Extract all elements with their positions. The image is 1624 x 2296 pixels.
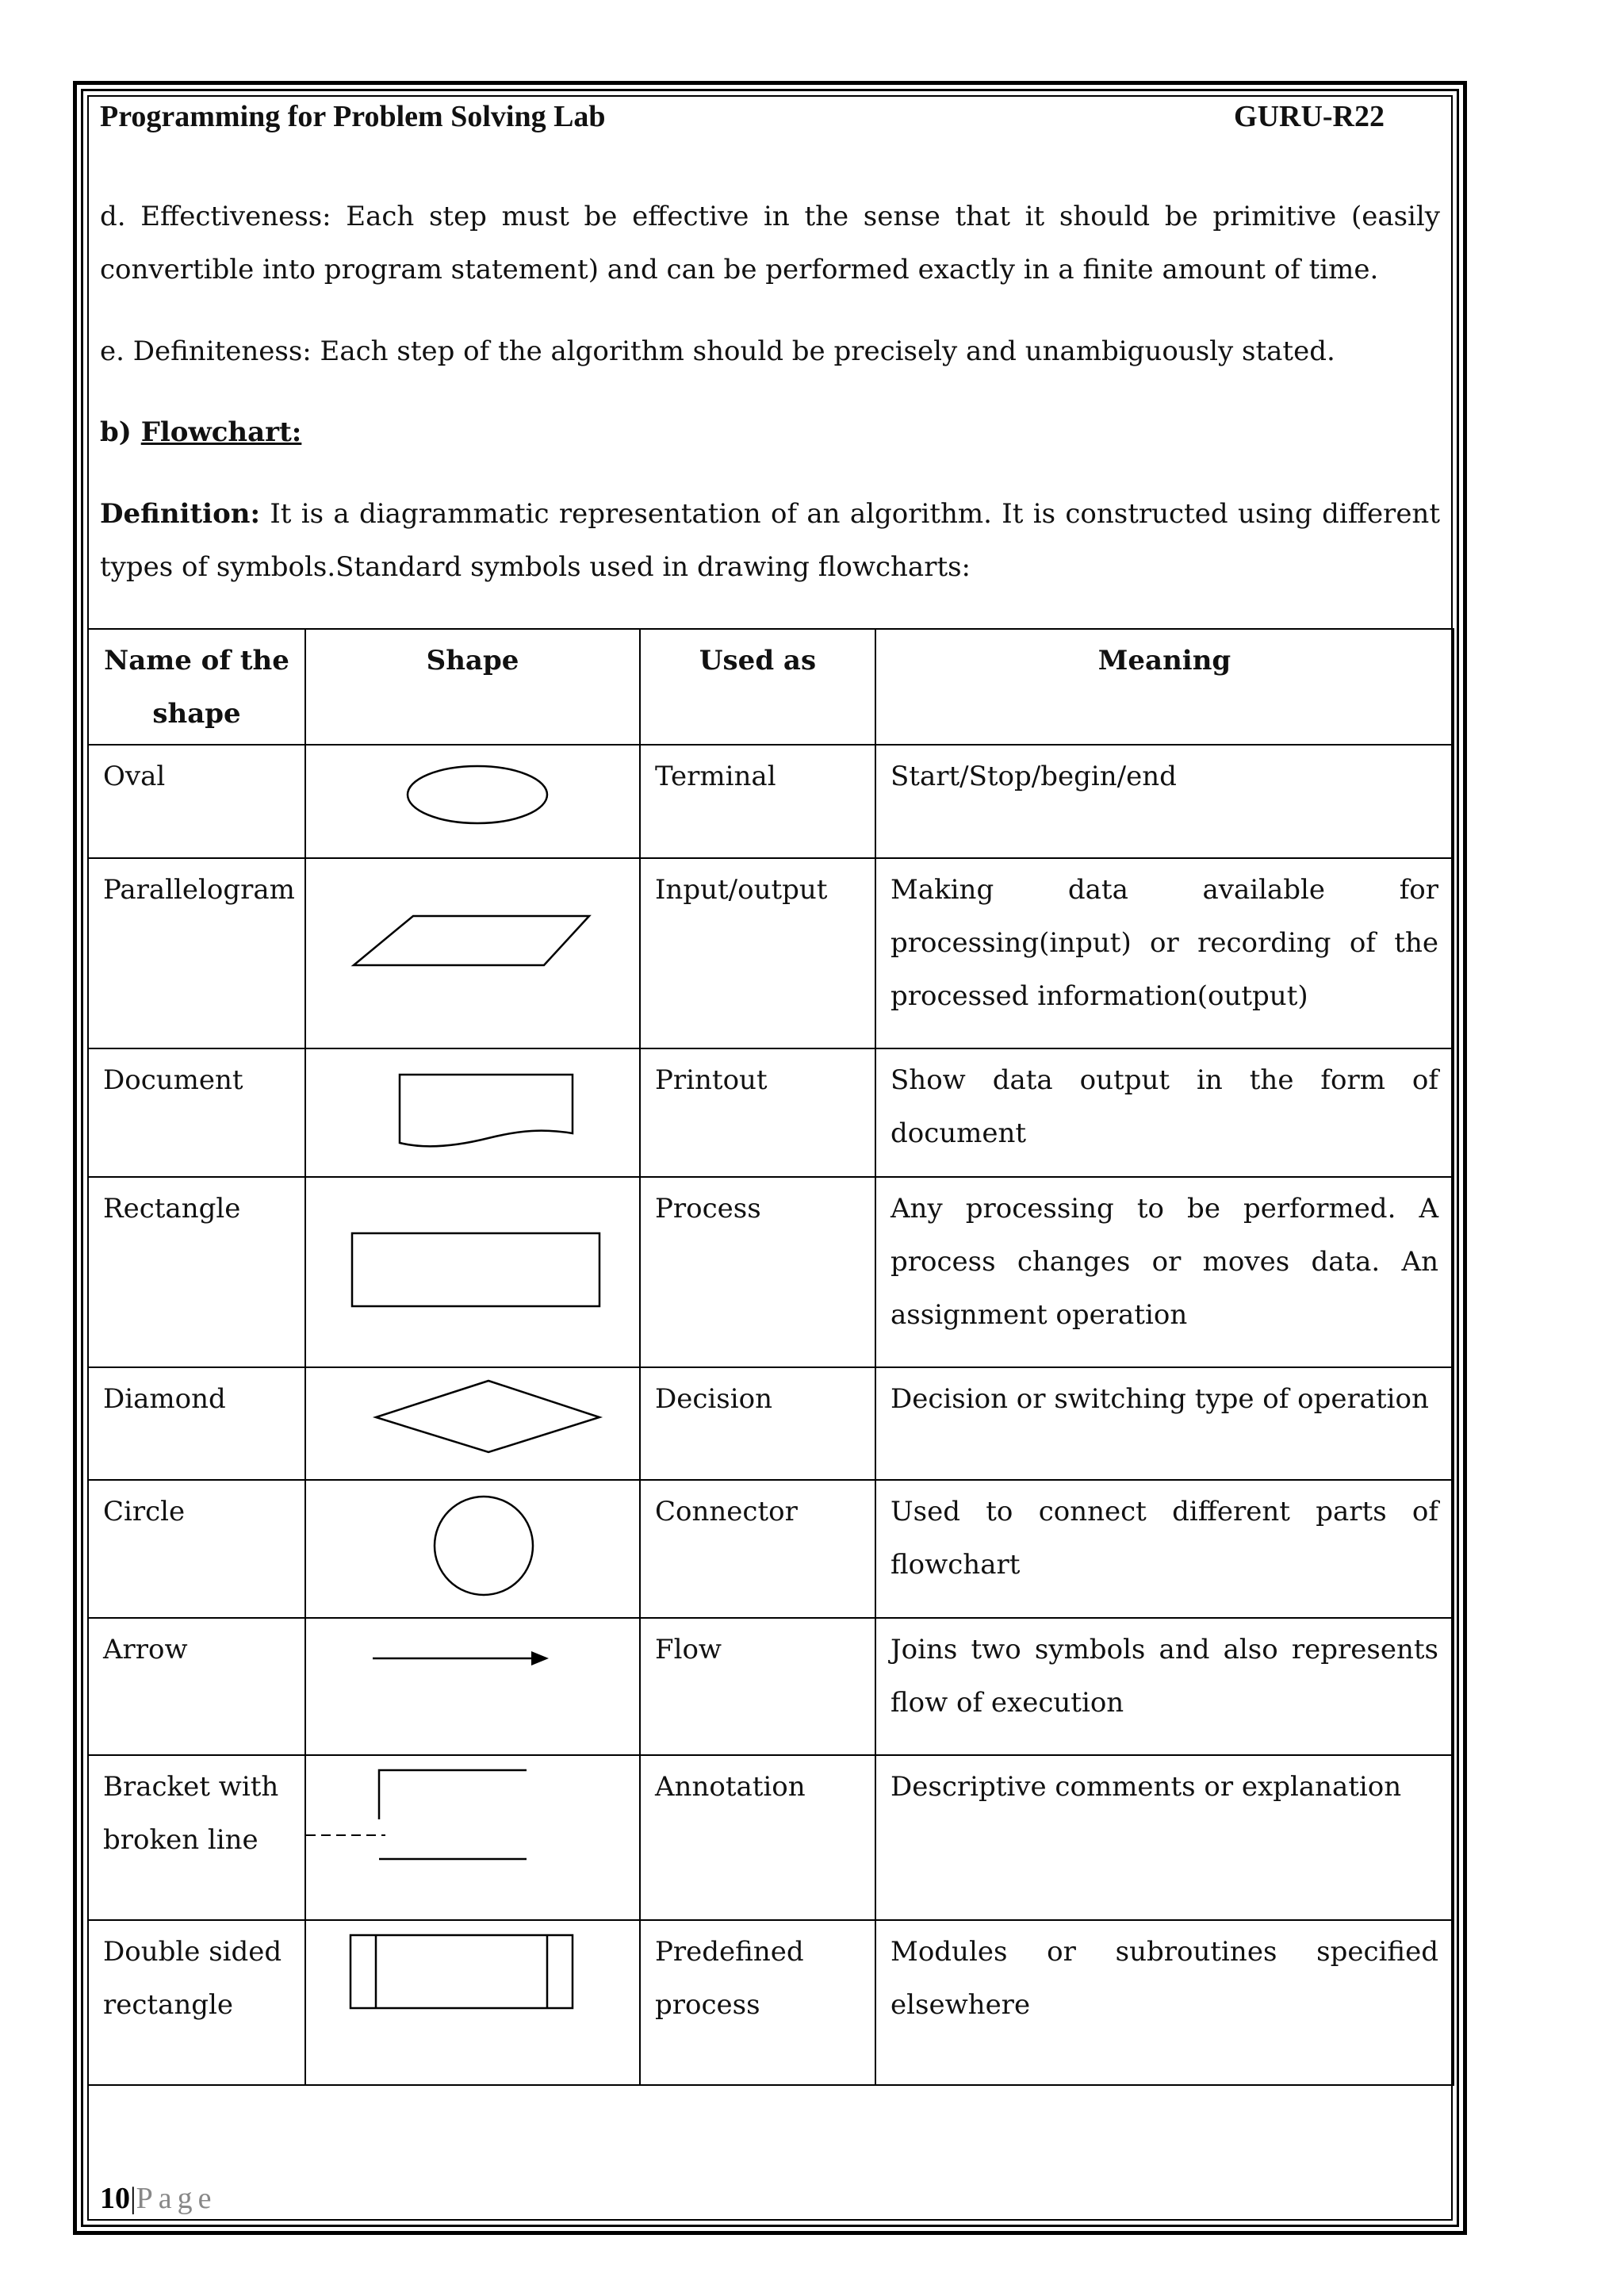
row-shape-cell — [305, 1367, 640, 1480]
definition-label: Definition: — [100, 498, 261, 530]
row-name: Oval — [88, 745, 305, 858]
section-prefix: b) — [100, 416, 132, 448]
row-meaning: Decision or switching type of operation — [875, 1367, 1454, 1480]
row-used-as: Decision — [640, 1367, 875, 1480]
row-shape-cell — [305, 1177, 640, 1367]
page-footer — [100, 2181, 216, 2216]
row-shape-cell — [305, 1755, 640, 1920]
row-meaning: Start/Stop/begin/end — [875, 745, 1454, 858]
table-row — [88, 1048, 1454, 1177]
table-row — [88, 1177, 1454, 1367]
table-row — [88, 745, 1454, 858]
row-meaning: Used to connect different parts of flowchart — [875, 1480, 1454, 1618]
row-name: Bracket with broken line — [88, 1755, 305, 1920]
row-shape-cell — [305, 745, 640, 858]
header-meaning: Meaning — [875, 629, 1454, 745]
header-shape: Shape — [305, 629, 640, 745]
definiteness-paragraph: e. Definiteness: Each step of the algorithm should be precisely and unambiguously stated. — [100, 335, 1335, 367]
row-shape-cell — [305, 1048, 640, 1177]
bracket-broken-line-shape — [306, 1756, 641, 1919]
header-used-as: Used as — [640, 629, 875, 745]
parallelogram-shape — [306, 859, 641, 1048]
row-shape-cell — [305, 1618, 640, 1755]
row-meaning: Descriptive comments or explanation — [875, 1755, 1454, 1920]
table-row — [88, 1618, 1454, 1755]
section-title: Flowchart: — [140, 416, 302, 448]
table-header-row — [88, 629, 1454, 745]
header-code: GURU-R22 — [1234, 100, 1385, 133]
row-used-as: Printout — [640, 1048, 875, 1177]
table-row — [88, 1755, 1454, 1920]
header-title: Programming for Problem Solving Lab — [100, 100, 606, 133]
arrow-shape — [306, 1619, 641, 1754]
row-name: Document — [88, 1048, 305, 1177]
circle-shape — [306, 1481, 641, 1617]
row-used-as: Connector — [640, 1480, 875, 1618]
row-used-as: Annotation — [640, 1755, 875, 1920]
double-sided-rectangle-shape — [306, 1921, 641, 2084]
table-row — [88, 858, 1454, 1048]
row-shape-cell — [305, 1480, 640, 1618]
rectangle-shape — [306, 1178, 641, 1366]
row-name: Diamond — [88, 1367, 305, 1480]
diamond-shape — [306, 1368, 641, 1479]
row-meaning: Modules or subroutines specified elsewhere — [875, 1920, 1454, 2085]
page-header — [100, 99, 1385, 136]
row-used-as: Predefined process — [640, 1920, 875, 2085]
document-shape — [306, 1049, 641, 1176]
definition-text: It is a diagrammatic representation of an algorithm. It is constructed using different types of symbols.Standard symbols used in drawing flowcharts: — [100, 498, 1440, 583]
row-name: Double sided rectangle — [88, 1920, 305, 2085]
row-name: Circle — [88, 1480, 305, 1618]
row-meaning: Joins two symbols and also represents flow of execution — [875, 1618, 1454, 1755]
row-used-as: Flow — [640, 1618, 875, 1755]
table-row — [88, 1920, 1454, 2085]
table-row — [88, 1367, 1454, 1480]
table-row — [88, 1480, 1454, 1618]
row-shape-cell — [305, 1920, 640, 2085]
page-label: Page — [136, 2182, 217, 2215]
definition-paragraph — [100, 488, 1440, 594]
row-meaning: Any processing to be performed. A process changes or moves data. An assignment operation — [875, 1177, 1454, 1367]
section-heading — [100, 408, 301, 456]
row-shape-cell — [305, 858, 640, 1048]
oval-shape — [306, 746, 641, 857]
row-used-as: Terminal — [640, 745, 875, 858]
effectiveness-paragraph: d. Effectiveness: Each step must be effective in the sense that it should be primitive (easily convertible into program statement) and can be performed exactly in a finite amount of time. — [100, 201, 1440, 286]
page-number: 10 — [100, 2182, 130, 2215]
footer-separator: | — [130, 2182, 136, 2215]
row-name: Parallelogram — [88, 858, 305, 1048]
flowchart-symbols-table — [87, 628, 1454, 2086]
row-used-as: Input/output — [640, 858, 875, 1048]
row-used-as: Process — [640, 1177, 875, 1367]
row-name: Arrow — [88, 1618, 305, 1755]
row-meaning: Show data output in the form of document — [875, 1048, 1454, 1177]
row-name: Rectangle — [88, 1177, 305, 1367]
header-name: Name of the shape — [88, 629, 305, 745]
row-meaning: Making data available for processing(input) or recording of the processed information(output) — [875, 858, 1454, 1048]
